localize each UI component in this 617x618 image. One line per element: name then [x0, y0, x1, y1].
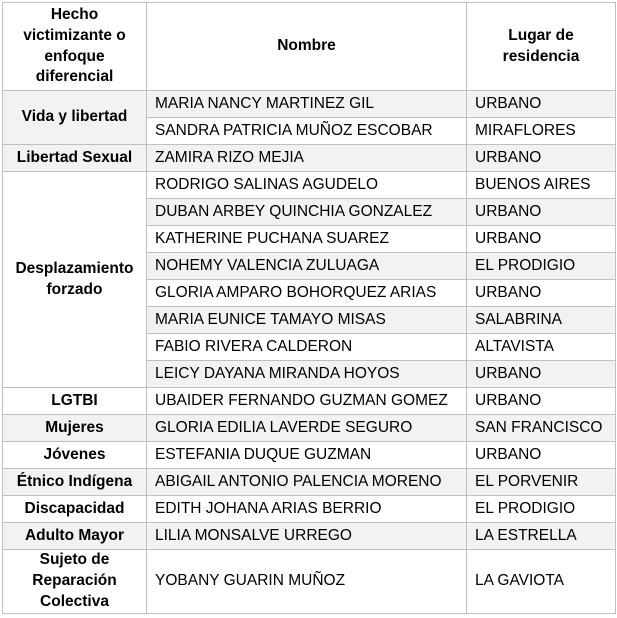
residence-cell: URBANO [467, 226, 616, 253]
header-category: Hecho victimizante o enfoque diferencial [3, 3, 147, 91]
name-cell: DUBAN ARBEY QUINCHIA GONZALEZ [147, 199, 467, 226]
table-row [3, 91, 616, 118]
category-cell: Adulto Mayor [3, 523, 147, 550]
name-cell: GLORIA EDILIA LAVERDE SEGURO [147, 415, 467, 442]
table-row [3, 523, 616, 550]
residence-cell: EL PRODIGIO [467, 496, 616, 523]
table-row [3, 469, 616, 496]
name-cell: FABIO RIVERA CALDERON [147, 334, 467, 361]
residence-cell: LA GAVIOTA [467, 550, 616, 614]
residence-cell: MIRAFLORES [467, 118, 616, 145]
residence-cell: ALTAVISTA [467, 334, 616, 361]
residence-cell: SALABRINA [467, 307, 616, 334]
name-cell: KATHERINE PUCHANA SUAREZ [147, 226, 467, 253]
residence-cell: SAN FRANCISCO [467, 415, 616, 442]
name-cell: UBAIDER FERNANDO GUZMAN GOMEZ [147, 388, 467, 415]
category-cell: Étnico Indígena [3, 469, 147, 496]
name-cell: ESTEFANIA DUQUE GUZMAN [147, 442, 467, 469]
residence-cell: URBANO [467, 361, 616, 388]
table-row [3, 550, 616, 614]
residence-cell: LA ESTRELLA [467, 523, 616, 550]
category-cell: Sujeto de Reparación Colectiva [3, 550, 147, 614]
name-cell: GLORIA AMPARO BOHORQUEZ ARIAS [147, 280, 467, 307]
table-body [3, 91, 616, 614]
name-cell: RODRIGO SALINAS AGUDELO [147, 172, 467, 199]
table-row [3, 145, 616, 172]
header-name: Nombre [147, 3, 467, 91]
name-cell: MARIA NANCY MARTINEZ GIL [147, 91, 467, 118]
name-cell: LEICY DAYANA MIRANDA HOYOS [147, 361, 467, 388]
category-cell: Vida y libertad [3, 91, 147, 145]
category-cell: Mujeres [3, 415, 147, 442]
header-row [3, 3, 616, 91]
residence-cell: URBANO [467, 442, 616, 469]
residence-cell: URBANO [467, 280, 616, 307]
table-row [3, 388, 616, 415]
name-cell: SANDRA PATRICIA MUÑOZ ESCOBAR [147, 118, 467, 145]
table-row [3, 442, 616, 469]
name-cell: MARIA EUNICE TAMAYO MISAS [147, 307, 467, 334]
residence-cell: URBANO [467, 199, 616, 226]
name-cell: EDITH JOHANA ARIAS BERRIO [147, 496, 467, 523]
category-cell: Discapacidad [3, 496, 147, 523]
table-row [3, 496, 616, 523]
name-cell: ABIGAIL ANTONIO PALENCIA MORENO [147, 469, 467, 496]
residence-cell: URBANO [467, 145, 616, 172]
table-row [3, 415, 616, 442]
name-cell: LILIA MONSALVE URREGO [147, 523, 467, 550]
category-cell: Jóvenes [3, 442, 147, 469]
residence-cell: EL PORVENIR [467, 469, 616, 496]
residence-cell: URBANO [467, 91, 616, 118]
category-cell: LGTBI [3, 388, 147, 415]
header-residence: Lugar de residencia [467, 3, 616, 91]
residence-cell: URBANO [467, 388, 616, 415]
residence-cell: EL PRODIGIO [467, 253, 616, 280]
victims-table [2, 2, 616, 614]
name-cell: NOHEMY VALENCIA ZULUAGA [147, 253, 467, 280]
table-row [3, 172, 616, 199]
name-cell: YOBANY GUARIN MUÑOZ [147, 550, 467, 614]
category-cell: Desplazamiento forzado [3, 172, 147, 388]
category-cell: Libertad Sexual [3, 145, 147, 172]
residence-cell: BUENOS AIRES [467, 172, 616, 199]
name-cell: ZAMIRA RIZO MEJIA [147, 145, 467, 172]
